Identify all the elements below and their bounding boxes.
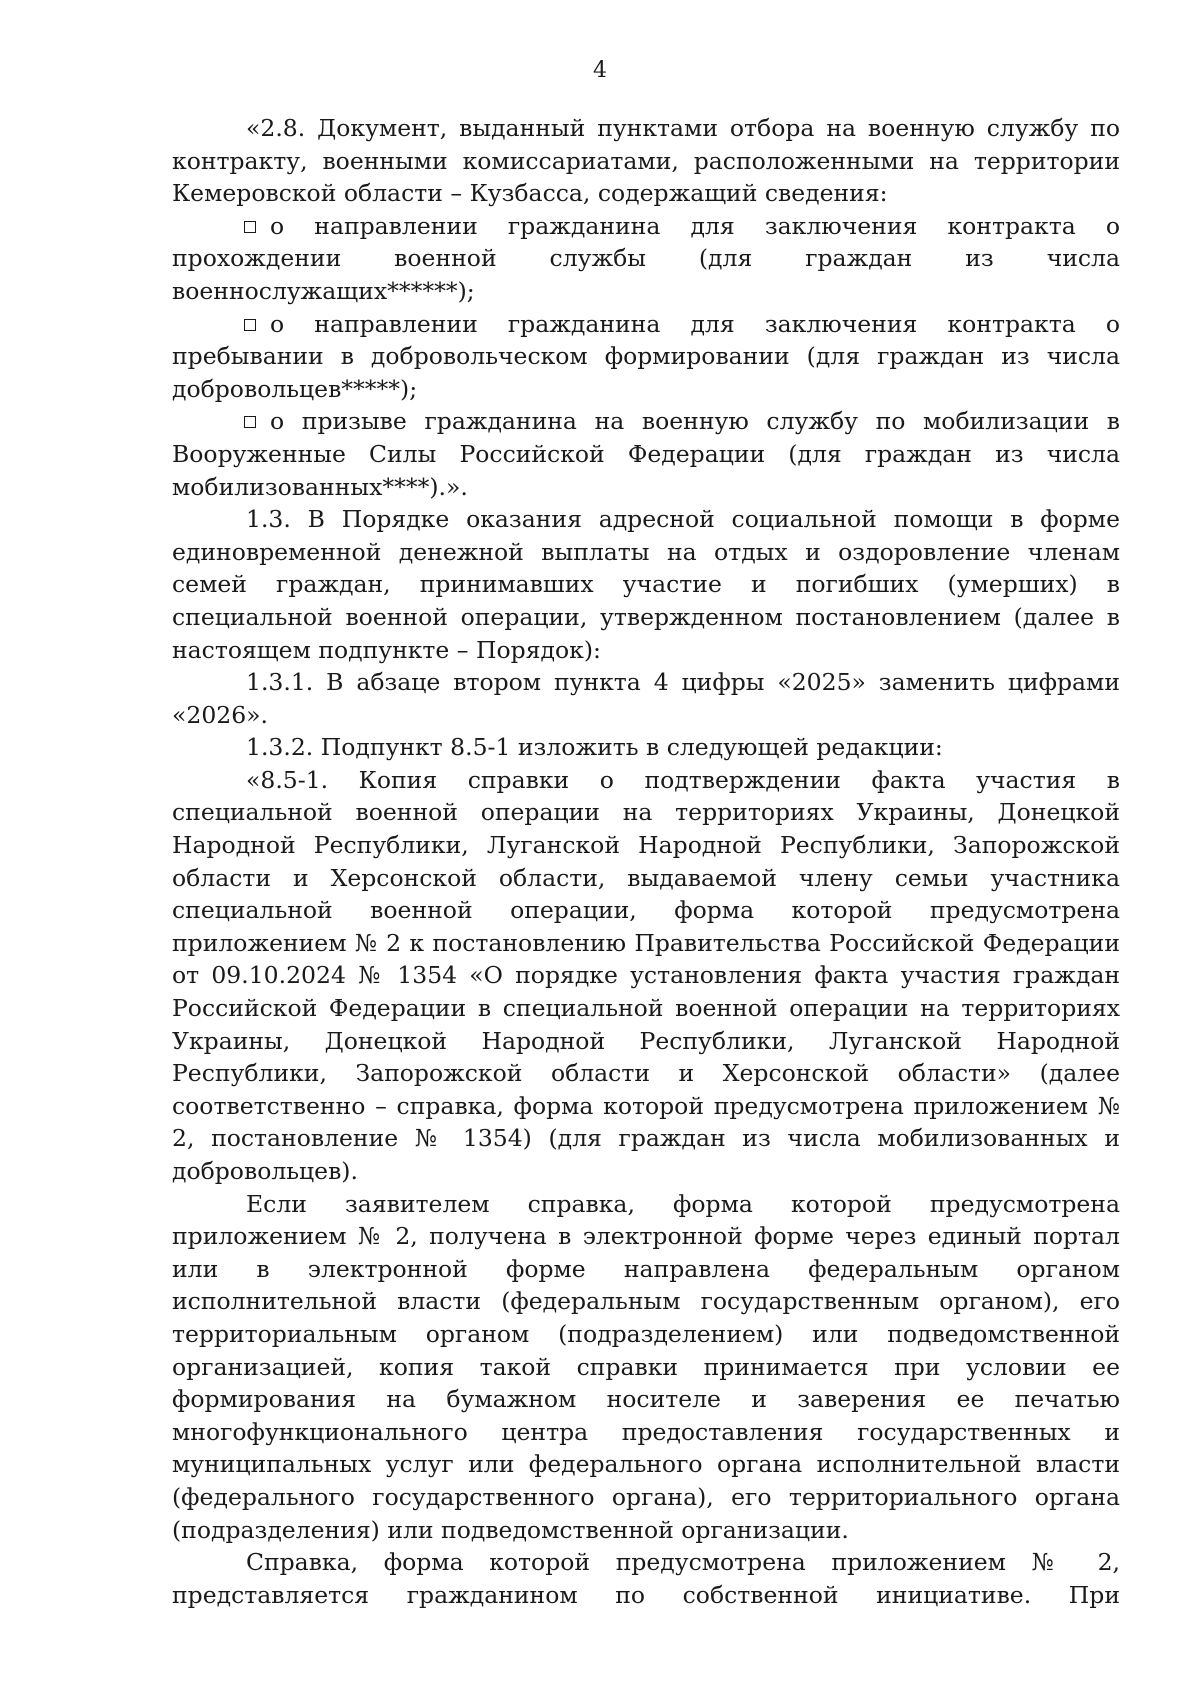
paragraph-8-5-1: [172, 764, 1120, 1188]
list-item-text: о призыве гражданина на военную службу по мобилизации в Вооруженные Силы Российской Федерации (для граждан из числа мобилизованных****).».: [172, 407, 1120, 501]
paragraph-text: «2.8. Документ, выданный пунктами отбора на военную службу по контракту, военными комиссариатами, расположенными на территории Кемеровской области – Кузбасса, содержащий сведения:: [172, 114, 1120, 208]
paragraph-text: Справка, форма которой предусмотрена приложением № 2, представляется гражданином по собственной инициативе. При: [172, 1548, 1120, 1609]
list-item-text: о направлении гражданина для заключения контракта о прохождении военной службы (для граждан из числа военнослужащих******);: [172, 211, 1120, 305]
checkbox-icon: [244, 319, 256, 331]
paragraph-certificate-initiative: [172, 1546, 1120, 1611]
checkbox-icon: [244, 221, 256, 233]
paragraph-text: 1.3. В Порядке оказания адресной социальной помощи в форме единовременной денежной выплаты на отдых и оздоровление членам семей граждан, принимавших участие и погибших (умерших) в специальной военной операции, утвержденном постановлением (далее в настоящем подпункте – Порядок):: [172, 505, 1120, 664]
paragraph-electronic-certificate: [172, 1188, 1120, 1547]
paragraph-1-3-1: [172, 666, 1120, 731]
list-item-mobilization: [172, 405, 1120, 503]
list-item-text: о направлении гражданина для заключения контракта о пребывании в добровольческом формировании (для граждан из числа добровольцев*****);: [172, 309, 1120, 403]
paragraph-1-3-2: [172, 731, 1120, 764]
list-item-military-contract: [172, 210, 1120, 308]
paragraph-2-8: [172, 112, 1120, 210]
paragraph-text: 1.3.1. В абзаце втором пункта 4 цифры «2025» заменить цифрами «2026».: [172, 668, 1120, 729]
paragraph-text: «8.5-1. Копия справки о подтверждении факта участия в специальной военной операции на территориях Украины, Донецкой Народной Республики, Луганской Народной Республики, Запорожской области и Херсонской области, выдаваемой члену семьи участника специальной военной операции, форма которой предусмотрена приложением № 2 к постановлению Правительства Российской Федерации от 09.10.2024 № 1354 «О порядке установления факта участия граждан Российской Федерации в специальной военной операции на территориях Украины, Донецкой Народной Республики, Луганской Народной Республики, Запорожской области и Херсонской области» (далее соответственно – справка, форма которой предусмотрена приложением № 2, постановление № 1354) (для граждан из числа мобилизованных и добровольцев).: [172, 765, 1120, 1185]
list-item-volunteer-contract: [172, 308, 1120, 406]
checkbox-icon: [244, 416, 256, 428]
paragraph-1-3: [172, 503, 1120, 666]
paragraph-text: 1.3.2. Подпункт 8.5-1 изложить в следующей редакции:: [246, 733, 943, 762]
page-number: 4: [593, 58, 607, 83]
document-body: [172, 112, 1120, 1611]
paragraph-text: Если заявителем справка, форма которой предусмотрена приложением № 2, получена в электронной форме через единый портал или в электронной форме направлена федеральным органом исполнительной власти (федеральным государственным органом), его территориальным органом (подразделением) или подведомственной организацией, копия такой справки принимается при условии ее формирования на бумажном носителе и заверения ее печатью многофункционального центра предоставления государственных и муниципальных услуг или федерального органа исполнительной власти (федерального государственного органа), его территориального органа (подразделения) или подведомственной организации.: [172, 1189, 1120, 1544]
